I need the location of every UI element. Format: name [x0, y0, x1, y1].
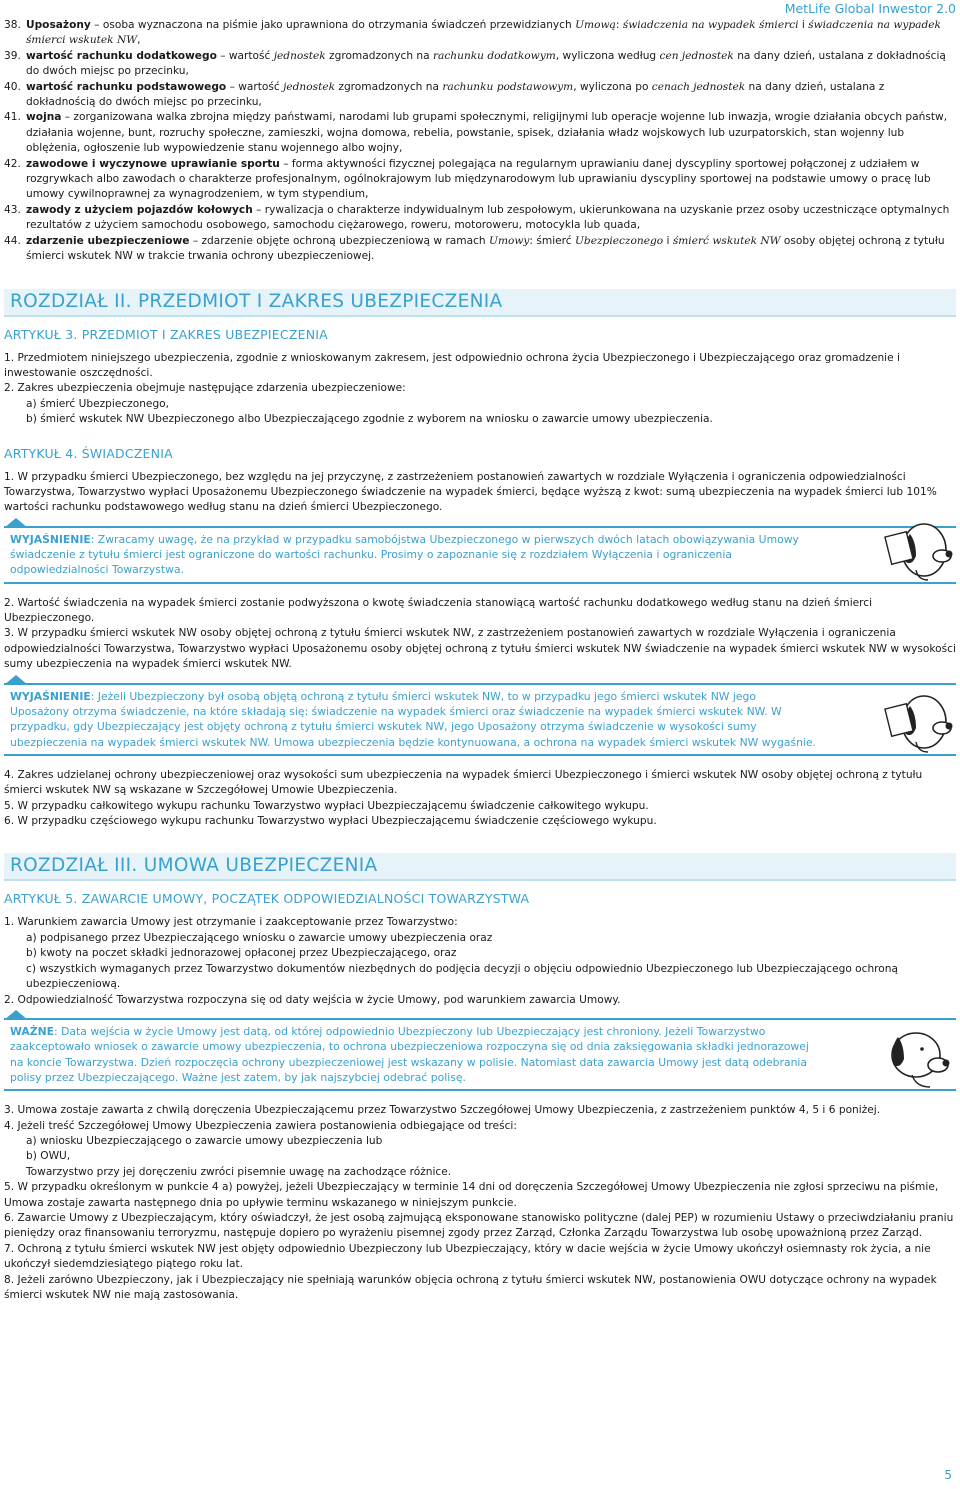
article-heading-4: ARTYKUŁ 4. ŚWIADCZENIA	[4, 445, 173, 461]
article-5-paragraph-4: 4. Jeżeli treść Szczegółowej Umowy Ubezpieczenia zawiera postanowienia odbiegające od treści:	[4, 1119, 517, 1132]
definition-43	[4, 203, 956, 234]
definition-text: – wartość	[226, 80, 284, 93]
ribbon-corner-icon	[4, 675, 28, 685]
article-heading-5: ARTYKUŁ 5. ZAWARCIE UMOWY, POCZĄTEK ODPOWIEDZIALNOŚCI TOWARZYSTWA	[4, 891, 530, 907]
article-5-paragraph-1: 1. Warunkiem zawarcia Umowy jest otrzymanie i zaakceptowanie przez Towarzystwo:	[4, 916, 458, 929]
definition-42	[4, 157, 956, 203]
definition-text: , wyliczona według	[555, 49, 660, 62]
box-label: WYJAŚNIENIE	[10, 532, 91, 546]
article-5-note-4: Towarzystwo przy jej doręczeniu zwróci pisemnie uwagę na zachodzące różnice.	[26, 1165, 452, 1178]
article-5-paragraph-5: 5. W przypadku określonym w punkcie 4 a) powyżej, jeżeli Ubezpieczający w terminie 14 dni od doręczenia Szczegółowej Umowy Ubezpieczenia nie zgłosi sprzeciwu na piśmie, Umowa zostaje zawarta następnego dnia po upływie terminu wskazanego w niniejszym punkcie.	[4, 1181, 939, 1209]
ribbon-corner-icon	[4, 518, 28, 528]
definition-40	[4, 80, 956, 111]
definition-text: – rywalizacja o charakterze indywidualnym lub zespołowym, ukierunkowana na uzyskanie przez osoby uczestniczące optymalnych rezultatów z użyciem samochodu osobowego, samochodu ciężarowego, roweru, motoroweru, motocykla lub quada,	[26, 203, 950, 232]
definition-39	[4, 49, 956, 80]
article-5-paragraph-6: 6. Zawarcie Umowy z Ubezpieczającym, który oświadczył, że jest osobą zajmującą eksponowane stanowisko polityczne (dalej PEP) w rozumieniu Ustawy o przeciwdziałaniu praniu pieniędzy oraz finansowaniu terroryzmu, następuje dopiero po wyrażeniu pisemnej zgody przez Zarząd, Członka Zarządu Towarzystwa lub osobę upoważnioną przez Zarząd.	[4, 1211, 954, 1240]
definition-44	[4, 234, 956, 265]
article-4-paragraph-5: 5. W przypadku całkowitego wykupu rachunku Towarzystwo wypłaci Ubezpieczającemu świadczenie całkowitego wykupu.	[4, 799, 649, 812]
defined-term: cen jednostek	[659, 49, 734, 62]
ribbon-corner-icon	[4, 1010, 28, 1020]
explanation-box-2	[4, 683, 956, 756]
box-label: WYJAŚNIENIE	[10, 689, 91, 703]
article-3-paragraph-1: 1. Przedmiotem niniejszego ubezpieczenia, zgodnie z wnioskowanym zakresem, jest odpowiednio ochrona życia Ubezpieczonego i Ubezpieczającego oraz gromadzenie i inwestowanie oszczędności.	[4, 351, 900, 379]
article-5-item-c: c) wszystkich wymaganych przez Towarzystwo dokumentów niezbędnych do podjęcia decyzji o objęciu odpowiednio Ubezpieczonego lub Ubezpieczającego ochroną ubezpieczeniową.	[26, 962, 898, 991]
definition-text: na dany dzień, ustalana z dokładnością do dwóch miejsc po przecinku,	[26, 49, 946, 78]
definition-text: , wyliczona po	[573, 80, 652, 93]
definition-text: : śmierć	[529, 234, 575, 247]
defined-term: jednostek	[273, 49, 326, 62]
definition-term: zawodowe i wyczynowe uprawianie sportu	[26, 157, 280, 170]
definition-text: i	[663, 234, 673, 247]
article-4-paragraph-2: 2. Wartość świadczenia na wypadek śmierci zostanie podwyższona o kwotę świadczenia stanowiącą wartość rachunku dodatkowego według stanu na dzień śmierci Ubezpieczonego.	[4, 596, 873, 625]
article-3-item-b: b) śmierć wskutek NW Ubezpieczonego albo Ubezpieczającego zgodnie z wyborem na wniosku o zawarcie umowy ubezpieczenia.	[26, 413, 713, 426]
defined-term: świadczenia na wypadek śmierci wskutek NW	[26, 19, 941, 47]
definition-41	[4, 110, 956, 156]
box-label: WAŻNE	[10, 1024, 55, 1038]
article-3-paragraph-2: 2. Zakres ubezpieczenia obejmuje następujące zdarzenia ubezpieczeniowe:	[4, 382, 406, 395]
item-number: 44.	[4, 234, 21, 247]
article-5-paragraph-8: 8. Jeżeli zarówno Ubezpieczony, jak i Ubezpieczający nie spełniają warunków objęcia ochroną z tytułu śmierci wskutek NW, postanowienia OWU dotyczące ochrony na wypadek śmierci wskutek NW nie mają zastosowania.	[4, 1273, 937, 1301]
definition-text: na dany dzień, ustalana z dokładnością do dwóch miejsc po przecinku,	[26, 80, 885, 109]
important-box	[4, 1018, 956, 1091]
definition-term: wartość rachunku dodatkowego	[26, 49, 217, 62]
article-4-paragraph-3: 3. W przypadku śmierci wskutek NW osoby objętej ochroną z tytułu śmierci wskutek NW, z zastrzeżeniem postanowień zawartych w rozdziale Wyłączenia i ograniczenia odpowiedzialności Towarzystwa, Towarzystwo wypłaci Uposażonemu osoby objętej ochroną z tytułu śmierci wskutek NW świadczenie na wypadek śmierci wskutek NW w wysokości sumy ubezpieczenia na wypadek śmierci wskutek NW.	[4, 627, 956, 671]
page-number: 5	[944, 1467, 952, 1482]
definition-term: wartość rachunku podstawowego	[26, 80, 227, 93]
definition-text: zgromadzonych na	[335, 80, 443, 93]
running-header: MetLife Global Inwestor 2.0	[784, 1, 956, 16]
box-text: : Jeżeli Ubezpieczony był osobą objętą ochroną z tytułu śmierci wskutek NW, to w przypadku jego śmierci wskutek NW jego Uposażony otrzyma świadczenie, na które składają się: świadczenie na wypadek śmierci oraz świadczenie na wypadek śmierci wskutek NW. W przypadku, gdy Ubezpieczający jest objęty ochroną z tytułu śmierci wskutek NW, jego Uposażony otrzyma świadczenie w wysokości sumy ubezpieczenia na wypadek śmierci wskutek NW. Umowa ubezpieczenia będzie kontynuowana, a ochrona na wypadek śmierci wskutek NW wygaśnie.	[10, 689, 816, 749]
item-number: 41.	[4, 111, 21, 124]
definition-term: zdarzenie ubezpieczeniowe	[26, 234, 190, 247]
article-5-item-4a: a) wniosku Ubezpieczającego o zawarcie umowy ubezpieczenia lub	[26, 1134, 383, 1147]
defined-term: Umową	[575, 19, 616, 31]
article-5-paragraph-2: 2. Odpowiedzialność Towarzystwa rozpoczyna się od daty wejścia w życie Umowy, pod warunkiem zawarcia Umowy.	[4, 993, 621, 1006]
article-heading-3: ARTYKUŁ 3. PRZEDMIOT I ZAKRES UBEZPIECZENIA	[4, 326, 328, 342]
article-4-paragraph-4: 4. Zakres udzielanej ochrony ubezpieczeniowej oraz wysokości sum ubezpieczenia na wypadek śmierci Ubezpieczonego i śmierci wskutek NW osoby objętej ochroną z tytułu śmierci wskutek NW są wskazane w Szczegółowej Umowie Ubezpieczenia.	[4, 768, 923, 797]
snoopy-illustration-icon	[846, 510, 956, 582]
snoopy-illustration-icon	[846, 1017, 956, 1089]
article-5-item-b: b) kwoty na poczet składki jednorazowej opłaconej przez Ubezpieczającego, oraz	[26, 947, 457, 960]
definition-term: wojna	[26, 111, 62, 124]
definition-term: Uposażony	[26, 19, 91, 31]
snoopy-illustration-icon	[846, 682, 956, 754]
box-text: : Data wejścia w życie Umowy jest datą, od której odpowiednio Ubezpieczony lub Ubezpieczający jest chroniony. Jeżeli Towarzystwo zaakceptowało wniosek o zawarcie umowy ubezpieczenia, to ochrona ubezpieczeniowa rozpoczyna się od dnia zaksięgowania składki jednorazowej na koncie Towarzystwa. Dzień rozpoczęcia ochrony ubezpieczeniowej jest wskazany w polisie. Natomiast data zawarcia Umowy jest datą odebrania polisy przez Ubezpieczającego. Ważne jest zatem, by jak najszybciej odebrać polisę.	[10, 1024, 809, 1084]
defined-term: Ubezpieczonego	[574, 234, 664, 247]
definition-text: – wartość	[216, 49, 274, 62]
article-5-item-4b: b) OWU,	[26, 1150, 71, 1163]
box-text: : Zwracamy uwagę, że na przykład w przypadku samobójstwa Ubezpieczonego w pierwszych dwóch latach obowiązywania Umowy świadczenie z tytułu śmierci jest ograniczone do wartości rachunku. Prosimy o zapoznanie się z rozdziałem Wyłączenia i ograniczenia odpowiedzialności Towarzystwa.	[10, 532, 799, 577]
definition-text: – osoba wyznaczona na piśmie jako uprawniona do otrzymania świadczeń przewidzianych	[90, 19, 576, 31]
definition-38	[4, 18, 956, 49]
definition-term: zawody z użyciem pojazdów kołowych	[26, 203, 253, 216]
article-4-paragraph-1: 1. W przypadku śmierci Ubezpieczonego, bez względu na jej przyczynę, z zastrzeżeniem postanowień zawartych w rozdziale Wyłączenia i ograniczenia odpowiedzialności Towarzystwa, Towarzystwo wypłaci Uposażonemu Ubezpieczonego świadczenie na wypadek śmierci, będące wyższą z kwot: sumą ubezpieczenia na wypadek śmierci lub 101% wartości rachunku podstawowego według stanu na dzień śmierci Ubezpieczonego.	[4, 470, 937, 514]
defined-term: rachunku dodatkowym	[432, 49, 556, 62]
definition-text: i	[798, 19, 809, 31]
definition-text: osoby objętej ochroną z tytułu śmierci wskutek NW w trakcie trwania ochrony ubezpieczeniowej.	[26, 234, 945, 263]
defined-term: cenach jednostek	[651, 80, 746, 93]
article-5-paragraph-7: 7. Ochroną z tytułu śmierci wskutek NW jest objęty odpowiednio Ubezpieczony lub Ubezpieczający, który w dacie wejścia w życie Umowy ukończył osiemnasty rok życia, a nie ukończył siedemdziesiątego piątego roku lat.	[4, 1242, 931, 1271]
item-number: 43.	[4, 203, 21, 216]
explanation-box-1	[4, 526, 956, 584]
article-3-item-a: a) śmierć Ubezpieczonego,	[26, 397, 170, 410]
definition-text: :	[615, 19, 623, 31]
defined-term: śmierć wskutek NW	[672, 234, 781, 247]
article-5-paragraph-3: 3. Umowa zostaje zawarta z chwilą doręczenia Ubezpieczającemu przez Towarzystwo Szczegółowej Umowy Ubezpieczenia, z zastrzeżeniem punktów 4, 5 i 6 poniżej.	[4, 1104, 881, 1117]
definition-text: ,	[137, 34, 141, 47]
item-number: 42.	[4, 157, 21, 170]
item-number: 39.	[4, 49, 21, 62]
defined-term: rachunku podstawowym	[442, 80, 574, 93]
defined-term: jednostek	[283, 80, 336, 93]
page-content	[4, 18, 956, 1303]
article-5-item-a: a) podpisanego przez Ubezpieczającego wniosku o zawarcie umowy ubezpieczenia oraz	[26, 931, 493, 944]
defined-term: Umowy	[489, 234, 530, 247]
item-number: 40.	[4, 80, 21, 93]
definition-text: – zdarzenie objęte ochroną ubezpieczeniową w ramach	[189, 234, 490, 247]
article-4-paragraph-6: 6. W przypadku częściowego wykupu rachunku Towarzystwo wypłaci Ubezpieczającemu świadczenie częściowego wykupu.	[4, 815, 657, 828]
defined-term: świadczenia na wypadek śmierci	[622, 19, 799, 31]
item-number: 38.	[4, 19, 21, 31]
chapter-heading-3: ROZDZIAŁ III. UMOWA UBEZPIECZENIA	[4, 853, 956, 881]
chapter-heading-2: ROZDZIAŁ II. PRZEDMIOT I ZAKRES UBEZPIECZENIA	[4, 289, 956, 317]
definition-text: zgromadzonych na	[325, 49, 433, 62]
definition-text: – forma aktywności fizycznej polegająca na regularnym uprawianiu danej dyscypliny sportowej połączonej z udziałem w rozgrywkach albo zawodach o charakterze profesjonalnym, ogólnokrajowym lub międzynarodowym lub uprawianiu dyscypliny sportowej na podstawie umowy o pracę lub umowy cywilnoprawnej za wynagrodzeniem, w tym stypendium,	[26, 157, 931, 201]
definition-text: – zorganizowana walka zbrojna między państwami, narodami lub grupami społecznymi, religijnymi lub operacje wojenne lub inwazja, wrogie działania obcych państw, działania wojenne, bunt, rozruchy społeczne, zamieszki, wojna domowa, rebelia, powstanie, spisek, działania władz wojskowych lub uzurpatorskich, stan wojenny lub oblężenia, ogłoszenie lub wypowiedzenie stanu wojennego albo wojny,	[26, 111, 948, 155]
